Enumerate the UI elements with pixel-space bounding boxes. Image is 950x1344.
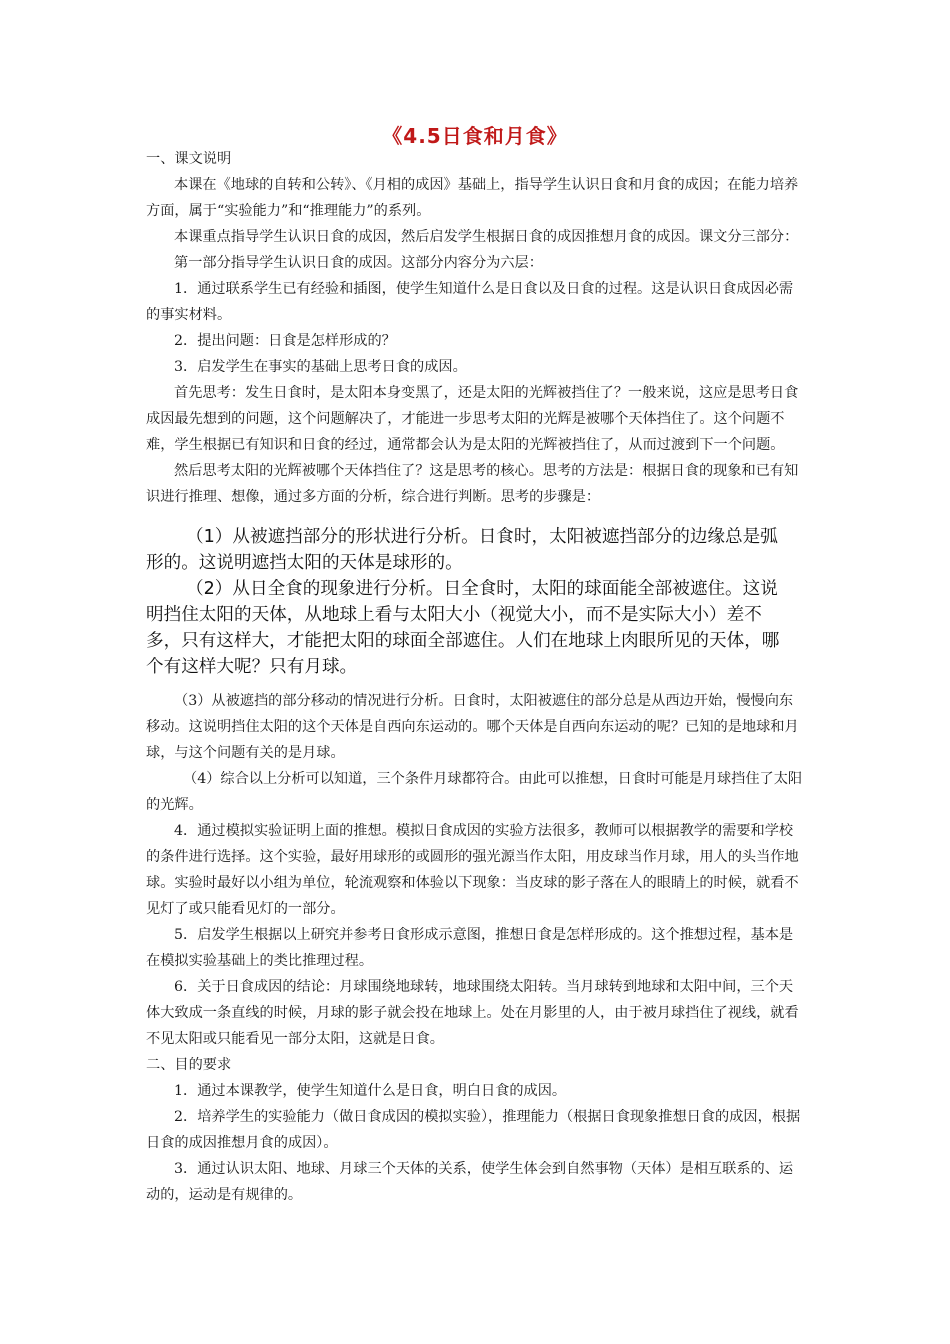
paragraph: 4．通过模拟实验证明上面的推想。模拟日食成因的实验方法很多，教师可以根据教学的需要和学校的条件进行选择。这个实验，最好用球形的或圆形的强光源当作太阳，用皮球当作月球，用人的头当作地球。实验时最好以小组为单位，轮流观察和体验以下现象：当皮球的影子落在人的眼睛上的时候，就看不见灯了或只能看见灯的一部分。 <box>146 823 799 917</box>
paragraph: 本课重点指导学生认识日食的成因，然后启发学生根据日食的成因推想月食的成因。课文分三部分： <box>174 229 799 245</box>
paragraph: 2．培养学生的实验能力（做日食成因的模拟实验），推理能力（根据日食现象推想日食的成因，根据日食的成因推想月食的成因）。 <box>146 1109 801 1151</box>
section-heading: 一、课文说明 <box>146 151 232 167</box>
paragraph: 2．提出问题：日食是怎样形成的？ <box>174 333 396 349</box>
paragraph: 3．启发学生在事实的基础上思考日食的成因。 <box>174 359 467 375</box>
paragraph: 6．关于日食成因的结论：月球围绕地球转，地球围绕太阳转。当月球转到地球和太阳中间，三个天体大致成一条直线的时候，月球的影子就会投在地球上。处在月影里的人，由于被月球挡住了视线，就看不见太阳或只能看见一部分太阳，这就是日食。 <box>146 979 799 1047</box>
paragraph: （2）从日全食的现象进行分析。日全食时，太阳的球面能全部被遮住。这说明挡住太阳的天体，从地球上看与太阳大小（视觉大小，而不是实际大小）差不多，只有这样大，才能把太阳的球面全部遮住。人们在地球上肉眼所见的天体，哪个有这样大呢？只有月球。 <box>146 579 780 677</box>
paragraph: 5．启发学生根据以上研究并参考日食形成示意图，推想日食是怎样形成的。这个推想过程，基本是在模拟实验基础上的类比推理过程。 <box>146 927 794 969</box>
paragraph: 1．通过本课教学，使学生知道什么是日食，明白日食的成因。 <box>174 1083 567 1099</box>
paragraph: 1．通过联系学生已有经验和插图，使学生知道什么是日食以及日食的过程。这是认识日食成因必需的事实材料。 <box>146 281 794 323</box>
paragraph: （4）综合以上分析可以知道，三个条件月球都符合。由此可以推想，日食时可能是月球挡住了太阳的光辉。 <box>146 771 803 813</box>
paragraph: 本课在《地球的自转和公转》、《月相的成因》基础上，指导学生认识日食和月食的成因；在能力培养方面，属于“实验能力”和“推理能力”的系列。 <box>146 177 799 219</box>
section-heading: 二、目的要求 <box>146 1057 232 1073</box>
paragraph: （3）从被遮挡的部分移动的情况进行分析。日食时，太阳被遮住的部分总是从西边开始，慢慢向东移动。这说明挡住太阳的这个天体是自西向东运动的。哪个天体是自西向东运动的呢？已知的是地球和月球，与这个问题有关的是月球。 <box>146 693 799 761</box>
paragraph: 第一部分指导学生认识日食的成因。这部分内容分为六层： <box>174 255 543 271</box>
document-body <box>146 146 806 1208</box>
document-title: 《4.5日食和月食》 <box>382 124 568 148</box>
paragraph: 首先思考：发生日食时，是太阳本身变黑了，还是太阳的光辉被挡住了？一般来说，这应是思考日食成因最先想到的问题，这个问题解决了，才能进一步思考太阳的光辉是被哪个天体挡住了。这个问题不难，学生根据已有知识和日食的经过，通常都会认为是太阳的光辉被挡住了，从而过渡到下一个问题。 <box>146 385 799 453</box>
paragraph: （1）从被遮挡部分的形状进行分析。日食时，太阳被遮挡部分的边缘总是弧形的。这说明遮挡太阳的天体是球形的。 <box>146 527 778 573</box>
paragraph: 然后思考太阳的光辉被哪个天体挡住了？这是思考的核心。思考的方法是：根据日食的现象和已有知识进行推理、想像，通过多方面的分析，综合进行判断。思考的步骤是： <box>146 463 799 505</box>
embedded-text-block <box>146 524 786 680</box>
paragraph: 3．通过认识太阳、地球、月球三个天体的关系，使学生体会到自然事物（天体）是相互联系的、运动的，运动是有规律的。 <box>146 1161 794 1203</box>
